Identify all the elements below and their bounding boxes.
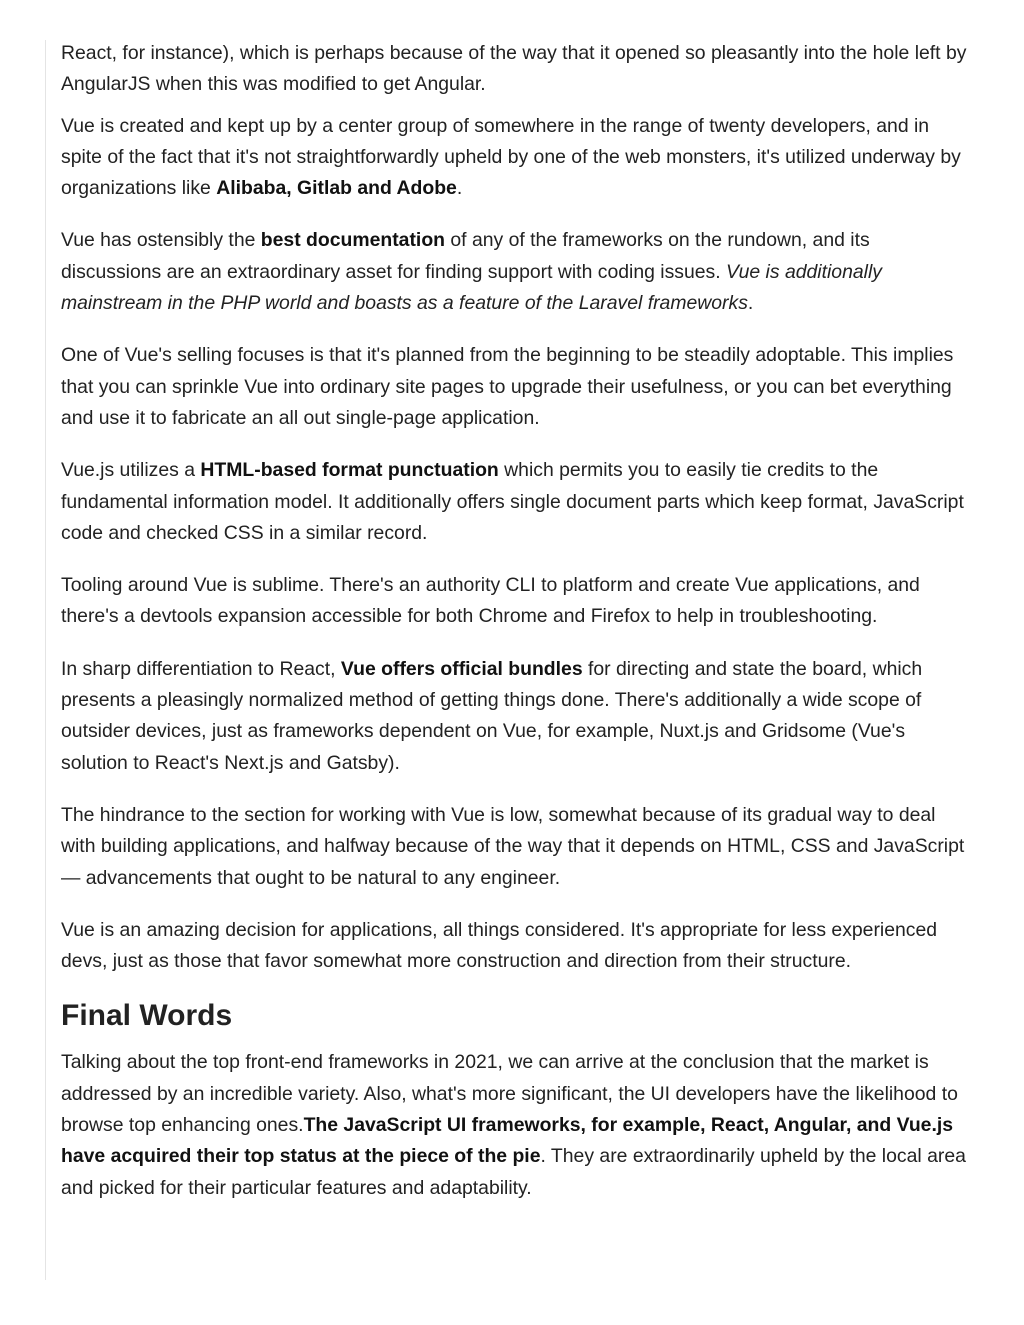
bold-companies: Alibaba, Gitlab and Adobe — [216, 177, 457, 200]
bold-html-format: HTML-based format punctuation — [200, 459, 499, 482]
paragraph-vue-documentation: Vue has ostensibly the best documentation of any of the frameworks on the rundown, and its discussions are an extraordinary asset for finding support with coding issues. Vue is additionally mainstream in the PHP world and boasts as a feature of the Laravel frameworks. — [61, 229, 882, 315]
heading-final-words: Final Words — [61, 999, 233, 1033]
bold-official-bundles: Vue offers official bundles — [340, 657, 583, 680]
bold-js-ui-frameworks: The JavaScript UI frameworks, for example, React, Angular, and Vue.js have acquired their top status at the piece of the pie — [61, 1114, 954, 1168]
paragraph-vue-template-syntax: Vue.js utilizes a HTML-based format punctuation which permits you to easily tie credits to the fundamental information model. It additionally offers single document parts which keep format, JavaScript code and checked CSS in a similar record. — [61, 459, 964, 544]
paragraph-vue-entry-barrier: The hindrance to the section for working with Vue is low, somewhat because of its gradual way to deal with building applications, and halfway because of the way that it depends on HTML, CSS and JavaScript — advancements that ought to be natural to any engineer. — [61, 803, 965, 889]
paragraph-react-angular-context: React, for instance), which is perhaps because of the way that it opened so pleasantly into the hole left by AngularJS when this was modified to get Angular. — [61, 42, 967, 96]
paragraph-vue-official-bundles: In sharp differentiation to React, Vue offers official bundles for directing and state the board, which presents a pleasingly normalized method of getting things done. There's additionally a wide scope of outsider devices, just as frameworks dependent on Vue, for example, Nuxt.js and Gridsome (Vue's solution to React's Next.js and Gatsby). — [61, 657, 923, 774]
bold-best-documentation: best documentation — [260, 229, 446, 252]
paragraph-vue-maintainers: Vue is created and kept up by a center group of somewhere in the range of twenty developers, and in spite of the fact that it's not straightforwardly upheld by one of the web monsters, it's utilized underway by organizations like Alibaba, Gitlab and Adobe. — [61, 114, 961, 200]
paragraph-vue-adoptable: One of Vue's selling focuses is that it's planned from the beginning to be steadily adoptable. This implies that you can sprinkle Vue into ordinary site pages to upgrade their usefulness, or you can bet everything and use it to fabricate an all out single-page application. — [61, 344, 954, 429]
italic-php-laravel: Vue is additionally mainstream in the PHP world and boasts as a feature of the Laravel frameworks — [61, 260, 882, 315]
paragraph-vue-conclusion: Vue is an amazing decision for applications, all things considered. It's appropriate for less experienced devs, just as those that favor somewhat more construction and direction from their structure. — [61, 918, 938, 973]
paragraph-vue-tooling: Tooling around Vue is sublime. There's an authority CLI to platform and create Vue applications, and there's a devtools expansion accessible for both Chrome and Firefox to help in troubleshooting. — [61, 574, 920, 628]
article-body — [61, 38, 971, 1225]
content-left-border — [45, 40, 46, 1280]
paragraph-final-words: Talking about the top front-end frameworks in 2021, we can arrive at the conclusion that the market is addressed by an incredible variety. Also, what's more significant, the UI developers have the likelihood to browse top enhancing ones.The JavaScript UI frameworks, for example, React, Angular, and Vue.js have acquired their top status at the piece of the pie. They are extraordinarily upheld by the local area and picked for their particular features and adaptability. — [61, 1051, 966, 1199]
